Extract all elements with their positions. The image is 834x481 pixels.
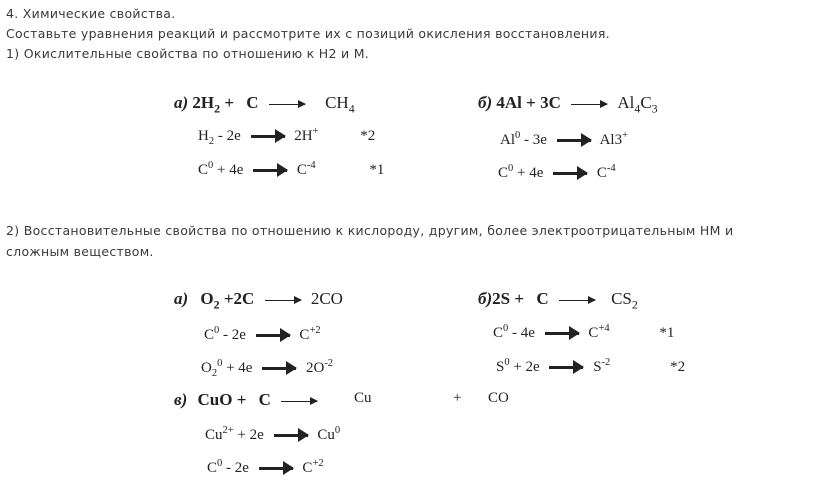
equation-2v: в) CuO + C xyxy=(174,390,323,410)
arrow-icon xyxy=(553,172,587,175)
half-reaction-1a-1: $H_2 - 2e$ 2H+ *2 xyxy=(198,126,376,147)
equation-2v-product-cu: Cu xyxy=(354,390,372,406)
equation-2v-plus: + xyxy=(453,390,462,406)
half-reaction-1b-1: Al$^0$ - 3e Al3+ xyxy=(500,130,629,148)
arrow-icon xyxy=(559,300,595,301)
equation-2a: а) $O_2 +2C$ 2CO xyxy=(174,289,343,312)
subsection-2-title: 2) Восстановительные свойства по отношению к кислороду, другим, более электроотрицательным НМ и xyxy=(6,223,734,238)
equation-1b: б) 4Al + 3C $Al_4C_3$ xyxy=(478,93,658,116)
equation-2b: б)2S + C $CS_2$ xyxy=(478,289,638,312)
arrow-icon xyxy=(274,434,308,437)
label-a: а) xyxy=(174,289,189,308)
half-reaction-2v-2: $C^0 - 2e$ $C^{+2}$ xyxy=(207,458,324,476)
label-b: б) xyxy=(478,93,493,112)
task-instruction: Составьте уравнения реакций и рассмотрите их с позиций окисления восстановления. xyxy=(6,26,610,41)
half-reaction-2a-1: $C^0 - 2e$ $C^{+2}$ xyxy=(204,325,321,343)
arrow-icon xyxy=(571,104,607,105)
arrow-icon xyxy=(262,367,296,370)
arrow-icon xyxy=(281,401,317,402)
arrow-icon xyxy=(269,104,305,105)
half-reaction-1a-2: $C^0 + 4e$ $C^{-4}$ *1 xyxy=(198,160,385,178)
half-reaction-2a-2: $O_2^0 + 4e$ $2O^{-2}$ xyxy=(201,358,334,379)
arrow-icon xyxy=(251,135,285,138)
subsection-1-title: 1) Окислительные свойства по отношению к Н2 и М. xyxy=(6,46,370,61)
half-reaction-2b-2: $S^0 + 2e$ $S^{-2}$ *2 xyxy=(496,357,686,375)
arrow-icon xyxy=(253,169,287,172)
arrow-icon xyxy=(265,300,301,301)
equation-2v-product-co: CO xyxy=(488,390,509,406)
half-reaction-2v-1: $Cu^{2+} + 2e$ Cu$^0$ xyxy=(205,425,341,443)
arrow-icon xyxy=(259,467,293,470)
arrow-icon xyxy=(256,334,290,337)
half-reaction-2b-1: $C^0 - 4e$ $C^{+4}$ *1 xyxy=(493,323,675,341)
label-v: в) xyxy=(174,390,188,409)
equation-1a: а) $2H_2 + C$ $CH_4$ xyxy=(174,93,355,116)
arrow-icon xyxy=(549,366,583,369)
label-a: а) xyxy=(174,93,189,112)
arrow-icon xyxy=(545,332,579,335)
arrow-icon xyxy=(557,139,591,142)
section-number-title: 4. Химические свойства. xyxy=(6,6,176,21)
subsection-2-title-cont: сложным веществом. xyxy=(6,244,154,259)
label-b: б) xyxy=(478,289,493,308)
half-reaction-1b-2: $C^0 + 4e$ $C^{-4}$ xyxy=(498,163,616,181)
